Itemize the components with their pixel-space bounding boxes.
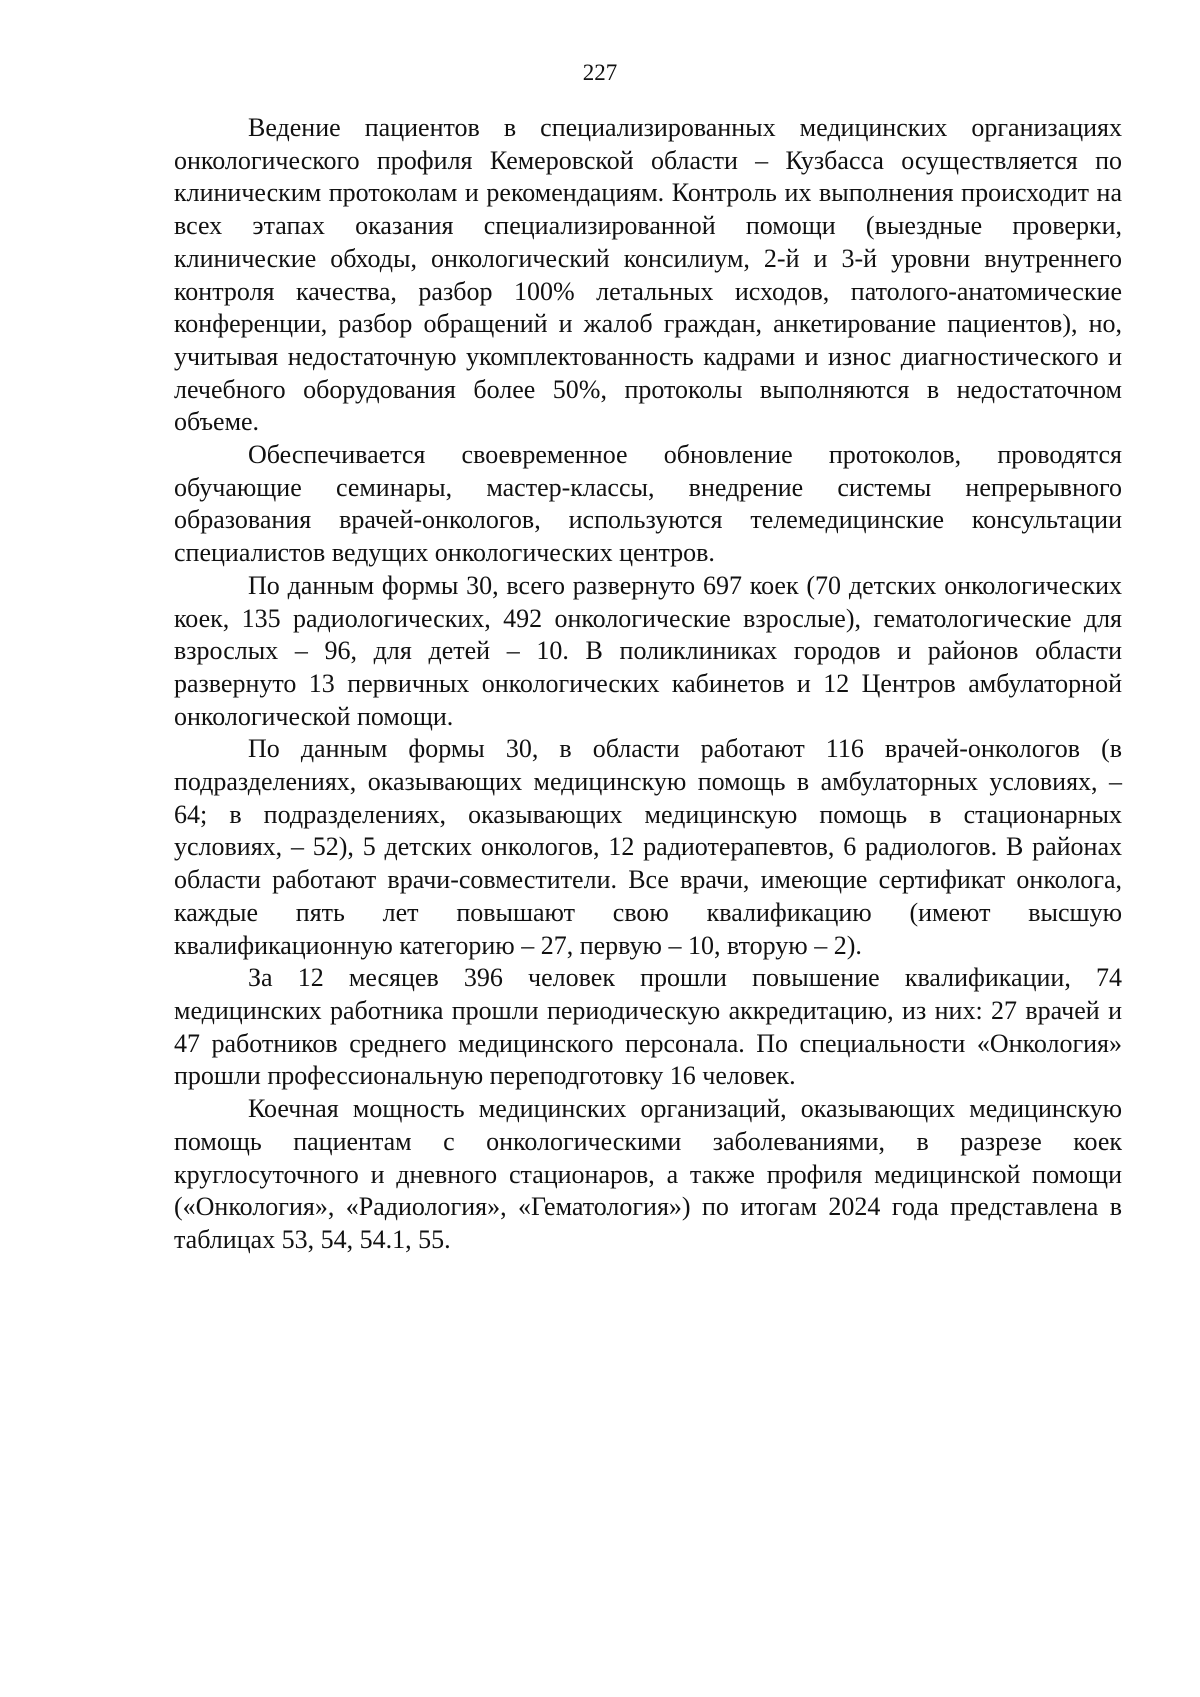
body-text — [174, 112, 1122, 1257]
paragraph-protocol-updates: Обеспечивается своевременное обновление протоколов, проводятся обучающие семинары, мастер-классы, внедрение системы непрерывного образования врачей-онкологов, используются телемедицинские консультации специалистов ведущих онкологических центров. — [174, 440, 1122, 568]
paragraph-bed-capacity: По данным формы 30, всего развернуто 697 коек (70 детских онкологических коек, 135 радиологических, 492 онкологические взрослые), гематологические для взрослых – 96, для детей – 10. В поликлиниках городов и районов области развернуто 13 первичных онкологических кабинетов и 12 Центров амбулаторной онкологической помощи. — [174, 570, 1122, 731]
page-number: 227 — [582, 60, 618, 85]
paragraph-qualification: За 12 месяцев 396 человек прошли повышение квалификации, 74 медицинских работника прошли периодическую аккредитацию, из них: 27 врачей и 47 работников среднего медицинского персонала. По специальности «Онкология» прошли профессиональную переподготовку 16 человек. — [174, 963, 1122, 1091]
paragraph-oncologist-staffing: По данным формы 30, в области работают 116 врачей-онкологов (в подразделениях, оказывающих медицинскую помощь в амбулаторных условиях, – 64; в подразделениях, оказывающих медицинскую помощь в стационарных условиях, – 52), 5 детских онкологов, 12 радиотерапевтов, 6 радиологов. В районах области работают врачи-совместители. Все врачи, имеющие сертификат онколога, каждые пять лет повышают свою квалификацию (имеют высшую квалификационную категорию – 27, первую – 10, вторую – 2). — [174, 734, 1122, 960]
paragraph-patient-management: Ведение пациентов в специализированных медицинских организациях онкологического профиля Кемеровской области – Кузбасса осуществляется по клиническим протоколам и рекомендациям. Контроль их выполнения происходит на всех этапах оказания специализированной помощи (выездные проверки, клинические обходы, онкологический консилиум, 2-й и 3-й уровни внутреннего контроля качества, разбор 100% летальных исходов, патолого-анатомические конференции, разбор обращений и жалоб граждан, анкетирование пациентов), но, учитывая недостаточную укомплектованность кадрами и износ диагностического и лечебного оборудования более 50%, протоколы выполняются в недостаточном объеме. — [174, 113, 1122, 437]
paragraph-tables-reference: Коечная мощность медицинских организаций, оказывающих медицинскую помощь пациентам с онкологическими заболеваниями, в разрезе коек круглосуточного и дневного стационаров, а также профиля медицинской помощи («Онкология», «Радиология», «Гематология») по итогам 2024 года представлена в таблицах 53, 54, 54.1, 55. — [174, 1094, 1122, 1254]
